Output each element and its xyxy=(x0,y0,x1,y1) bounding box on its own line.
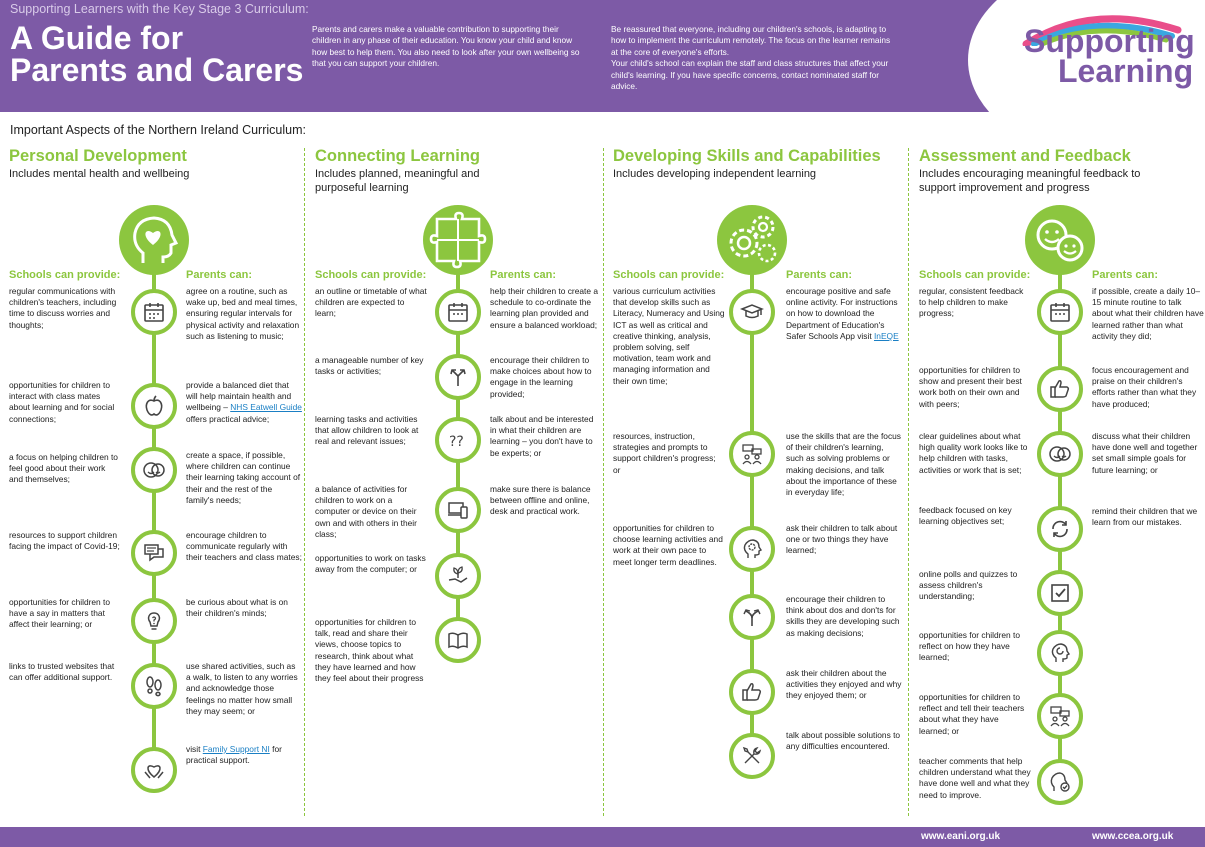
schools-item: opportunities for children to interact with class mates about learning and for social connections; xyxy=(9,380,115,424)
column-title: Assessment and Feedback xyxy=(919,147,1131,165)
column-developing-skills xyxy=(604,145,908,825)
parents-label: Parents can: xyxy=(1092,269,1159,281)
refresh-icon xyxy=(1037,506,1083,552)
schools-item: opportunities for children to show and present their best work both on their own and with peers; xyxy=(919,365,1022,409)
puzzle-icon xyxy=(423,205,493,275)
parents-item: encourage their children to think about dos and don'ts for skills they are developing such as making decisions; xyxy=(786,594,900,638)
footprints-icon xyxy=(131,663,177,709)
schools-item: regular communications with children's teachers, including time to discuss worries and thoughts; xyxy=(9,286,117,330)
checkbox-icon xyxy=(1037,570,1083,616)
parents-item: encourage their children to make choices about how to engage in the learning provided; xyxy=(490,355,592,399)
heart-hands-icon xyxy=(131,747,177,793)
parents-item-text: for practical support. xyxy=(186,744,282,766)
chat-icon xyxy=(131,530,177,576)
parents-item: ask their children about the activities they enjoyed and why they enjoyed them; or xyxy=(786,668,902,701)
svg-text:??: ?? xyxy=(449,434,464,450)
schools-item: opportunities to work on tasks away from the computer; or xyxy=(315,553,426,575)
eani-website-link[interactable]: www.eani.org.uk xyxy=(921,831,1001,842)
parents-item: talk about possible solutions to any difficulties encountered. xyxy=(786,730,901,752)
head-refresh-icon xyxy=(1037,630,1083,676)
page-title: A Guide for Parents and Carers xyxy=(10,20,304,88)
parents-item: agree on a routine, such as wake up, bed and meal times, ensuring regular intervals for physical activity and relaxation such as listening to music; xyxy=(186,286,300,341)
thumbs-up-icon xyxy=(1037,366,1083,412)
discussion-icon xyxy=(729,431,775,477)
intro-text-right-para-1: Be reassured that everyone, including our children's schools, is adapting to how to implement the curriculum remotely. The focus on the learner remains at the core of everyone's efforts. xyxy=(611,24,891,57)
parents-label: Parents can: xyxy=(490,269,557,281)
column-title: Developing Skills and Capabilities xyxy=(613,147,881,165)
calendar-icon xyxy=(131,289,177,335)
schools-label: Schools can provide: xyxy=(613,269,725,281)
faces-icon xyxy=(131,447,177,493)
parents-item: help their children to create a schedule to co-ordinate the learning plan provided and ensure a balanced workload; xyxy=(490,286,599,330)
head-cog-icon xyxy=(729,526,775,572)
parents-item: discuss what their children have done well and together set small simple goals for future learning; or xyxy=(1092,431,1198,475)
ccea-website-link[interactable]: www.ccea.org.uk xyxy=(1092,831,1174,842)
column-assessment-feedback xyxy=(910,145,1205,825)
schools-item: resources to support children facing the impact of Covid-19; xyxy=(9,530,120,552)
schools-label: Schools can provide: xyxy=(315,269,427,281)
column-subtitle: Includes mental health and wellbeing xyxy=(9,168,190,180)
schools-item: resources, instruction, strategies and prompts to support children's progress; or xyxy=(613,431,716,475)
parents-label: Parents can: xyxy=(786,269,853,281)
parents-item-text: visit xyxy=(186,744,201,754)
parents-item-text: provide a balanced diet that will help maintain health and wellbeing – xyxy=(186,380,292,413)
schools-item: opportunities for children to choose learning activities and work at their own pace to meet longer term deadlines. xyxy=(613,523,723,567)
parents-item xyxy=(186,744,302,766)
thumbs-up-icon xyxy=(729,669,775,715)
column-subtitle: Includes developing independent learning xyxy=(613,168,817,180)
schools-item: online polls and quizzes to assess children's understanding; xyxy=(919,569,1018,602)
schools-item: a manageable number of key tasks or activities; xyxy=(315,355,424,377)
schools-item: an outline or timetable of what children are expected to learn; xyxy=(315,286,427,319)
header-banner xyxy=(0,0,1205,112)
smiley-faces-icon xyxy=(1025,205,1095,275)
parents-item: be curious about what is on their children's minds; xyxy=(186,597,288,619)
open-book-icon xyxy=(435,617,481,663)
schools-item: opportunities for children to talk, read and share their views, choose topics to research, think about what they have learned and how they feel about their progress xyxy=(315,617,424,684)
intro-text-right-para-2: Your child's school can explain the staff and class structures that affect your child's learning. If you have specific concerns, contact nominated staff for advice. xyxy=(611,58,889,92)
hand-plant-icon xyxy=(435,553,481,599)
intro-text-left: Parents and carers make a valuable contribution to supporting their children in any phase of their education. You know your child and know how best to help them. You also need to look after your own wellbeing so that you can support your children. xyxy=(312,24,580,69)
schools-item: opportunities for children to reflect and tell their teachers about what they have learned; or xyxy=(919,692,1025,736)
schools-label: Schools can provide: xyxy=(919,269,1031,281)
graduation-cap-icon xyxy=(729,289,775,335)
parents-item-text: offers practical advice; xyxy=(186,413,270,424)
logo-line-1: Supporting xyxy=(1024,23,1195,59)
schools-item: feedback focused on key learning objectives set; xyxy=(919,505,1012,527)
schools-item: various curriculum activities that develop skills such as Literacy, Numeracy and Using ICT as well as critical and creative thinking, analysis, problem solving, self motivation, team work and managing information and their own time; xyxy=(613,286,725,386)
parents-item: ask their children to talk about one or two things they have learned; xyxy=(786,523,898,556)
header-kicker: Supporting Learners with the Key Stage 3 Curriculum: xyxy=(10,2,309,16)
parents-item: use shared activities, such as a walk, to listen to any worries and acknowledge those feelings no matter how small they may seem; or xyxy=(186,661,298,716)
parents-item xyxy=(786,286,902,342)
faces-icon xyxy=(1037,431,1083,477)
schools-item: a balance of activities for children to work on a computer or device on their own and with others in their class; xyxy=(315,484,417,539)
schools-item: a focus on helping children to feel good about their work and themselves; xyxy=(9,452,118,485)
schools-item: links to trusted websites that can offer additional support. xyxy=(9,661,115,683)
schools-item: learning tasks and activities that allow children to look at real and relevant issues; xyxy=(315,414,419,447)
schools-item: regular, consistent feedback to help children to make progress; xyxy=(919,286,1024,319)
schools-item: teacher comments that help children understand what they have done well and what they need to improve. xyxy=(919,756,1031,800)
arrows-choice-icon xyxy=(435,354,481,400)
schools-label: Schools can provide: xyxy=(9,269,121,281)
logo-line-2: Learning xyxy=(1058,53,1194,89)
column-connecting-learning xyxy=(306,145,602,825)
head-check-icon xyxy=(1037,759,1083,805)
parents-item: encourage children to communicate regularly with their teachers and class mates; xyxy=(186,530,302,563)
parents-item: make sure there is balance between offline and online, desk and practical work. xyxy=(490,484,591,517)
column-subtitle: Includes planned, meaningful and purposeful learning xyxy=(315,168,480,194)
parents-item: talk about and be interested in what their children are learning – you don't have to be experts; or xyxy=(490,414,594,458)
intro-text-right xyxy=(611,24,896,92)
head-heart-icon xyxy=(119,205,189,275)
column-personal-development xyxy=(0,145,304,825)
question-marks-icon xyxy=(435,417,481,463)
column-title: Connecting Learning xyxy=(315,147,480,165)
lightbulb-question-icon xyxy=(131,598,177,644)
column-title: Personal Development xyxy=(9,147,187,165)
calendar-icon xyxy=(1037,289,1083,335)
tools-icon xyxy=(729,733,775,779)
apple-icon xyxy=(131,383,177,429)
parents-item: remind their children that we learn from our mistakes. xyxy=(1092,506,1198,528)
section-subtitle: Important Aspects of the Northern Ireland Curriculum: xyxy=(10,123,306,137)
schools-item: opportunities for children to reflect on how they have learned; xyxy=(919,630,1021,663)
parents-item-text: encourage positive and safe online activity. For instructions on how to download the Department of Education's Safer Schools App visit xyxy=(786,286,898,341)
parents-item: use the skills that are the focus of their children's learning, such as solving problems or making decisions, and talk about the importance of these in everyday life; xyxy=(786,431,901,498)
parents-label: Parents can: xyxy=(186,269,253,281)
split-arrows-icon xyxy=(729,594,775,640)
parents-item xyxy=(186,380,302,425)
devices-icon xyxy=(435,487,481,533)
supporting-learning-logo xyxy=(1024,23,1195,89)
ineqe-link[interactable]: InEQE xyxy=(873,330,899,341)
family-support-ni-link[interactable]: Family Support NI xyxy=(202,744,270,754)
column-subtitle: Includes encouraging meaningful feedback to support improvement and progress xyxy=(919,168,1141,194)
parents-item: create a space, if possible, where children can continue their learning taking account of their and the rest of the family's needs; xyxy=(186,450,301,505)
schools-item: opportunities for children to have a say in matters that affect their learning; or xyxy=(9,597,111,630)
parents-item: if possible, create a daily 10–15 minute routine to talk about what their children have learned rather than what activity they did; xyxy=(1092,286,1204,341)
footer-bar xyxy=(0,827,1205,847)
column-divider xyxy=(908,148,909,816)
column-divider xyxy=(304,148,305,816)
discussion-icon xyxy=(1037,693,1083,739)
cogs-icon xyxy=(717,205,787,275)
calendar-icon xyxy=(435,289,481,335)
parents-item: focus encouragement and praise on their children's efforts rather than what they have produced; xyxy=(1092,365,1197,409)
schools-item: clear guidelines about what high quality work looks like to help children with tasks, activities or work that is set; xyxy=(919,431,1028,475)
nhs-eatwell-guide-link[interactable]: NHS Eatwell Guide xyxy=(230,402,302,413)
